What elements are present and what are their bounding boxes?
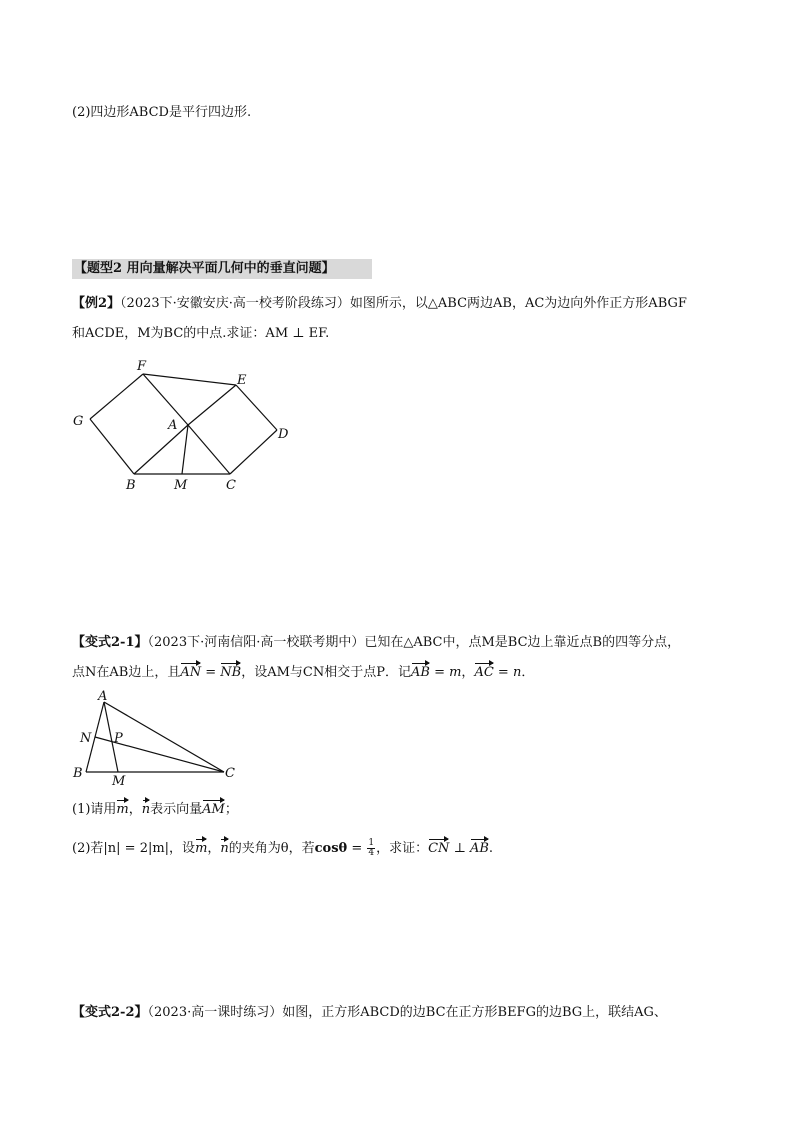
variant21-text2a: 点N在AB边上，且 xyxy=(72,665,181,680)
variant22-source: （2023·高一课时练习） xyxy=(147,1005,283,1020)
variant21-q2 xyxy=(72,839,493,858)
fraction-one-quarter xyxy=(367,839,375,858)
figure-triangle xyxy=(72,690,247,790)
variant21-eq: = xyxy=(201,665,221,680)
fig2-label-p: P xyxy=(114,731,123,746)
example2-label: 【例2】 xyxy=(72,296,121,311)
q1-mid: ， xyxy=(128,802,142,817)
variant21-label: 【变式2-1】 xyxy=(72,635,148,650)
variant21-eq-m: = m xyxy=(429,665,462,680)
figure-squares xyxy=(70,355,300,495)
vec-cn: CN xyxy=(428,841,450,856)
example2-source: （2023下·安徽安庆·高一校考阶段练习） xyxy=(120,296,350,311)
vec-ab: AB xyxy=(410,665,430,680)
q1-post: 表示向量 xyxy=(150,802,203,817)
vec-m2: m xyxy=(195,841,208,856)
fig1-edge-ab xyxy=(134,425,188,474)
fig1-edge-ea xyxy=(188,385,236,425)
fig1-label-b: B xyxy=(126,478,136,493)
fig2-label-b: B xyxy=(73,766,83,781)
fig2-label-c: C xyxy=(225,766,235,781)
fig1-edge-fa xyxy=(143,374,188,425)
q2-cos: cosθ xyxy=(314,841,348,856)
fig1-edge-gb xyxy=(90,419,134,474)
vec-nb: NB xyxy=(220,665,242,680)
q2-tail: ，求证： xyxy=(376,841,429,856)
fig2-label-a: A xyxy=(98,690,108,704)
q1-pre: (1)请用 xyxy=(72,802,117,817)
q2-pre: (2)若|n| = 2|m|，设 xyxy=(72,841,196,856)
vec-n: n xyxy=(141,802,151,817)
frac-den: 4 xyxy=(368,848,375,858)
fig1-label-g: G xyxy=(73,414,84,429)
vec-ac: AC xyxy=(474,665,494,680)
fig1-label-c: C xyxy=(226,478,236,493)
variant21-q1 xyxy=(72,801,238,819)
fig1-label-d: D xyxy=(278,427,289,442)
variant21-text2b: ，设AM与CN相交于点P．记 xyxy=(241,665,411,680)
variant21-end: ． xyxy=(521,665,535,680)
frac-num: 1 xyxy=(368,838,375,848)
fig1-label-e: E xyxy=(237,373,247,388)
fig1-edge-fg xyxy=(90,374,143,419)
fig2-label-n: N xyxy=(80,731,92,746)
q2-mid: ， xyxy=(207,841,221,856)
variant21-line2 xyxy=(72,664,534,682)
section-header: 【题型2 用向量解决平面几何中的垂直问题】 xyxy=(72,259,372,279)
variant21-line1 xyxy=(72,634,680,652)
variant22-line1 xyxy=(72,1004,667,1022)
variant21-source: （2023下·河南信阳·高一校联考期中） xyxy=(147,635,365,650)
fig1-edge-ac xyxy=(188,425,230,474)
fig1-edge-ed xyxy=(236,385,277,430)
variant21-text1: 已知在△ABC中，点M是BC边上靠近点B的四等分点， xyxy=(364,635,681,650)
example2-text1: 如图所示，以△ABC两边AB，AC为边向外作正方形ABGF xyxy=(349,296,687,311)
fig1-label-f: F xyxy=(137,359,147,374)
fig1-label-m: M xyxy=(174,478,188,493)
variant22-text: 如图，正方形ABCD的边BC在正方形BEFG的边BG上，联结AG、 xyxy=(282,1005,667,1020)
q2-eq: = xyxy=(347,841,367,856)
fig2-label-m: M xyxy=(112,774,126,789)
vec-am: AM xyxy=(202,802,225,817)
part2-text: (2)四边形ABCD是平行四边形. xyxy=(72,105,252,120)
vec-m: m xyxy=(116,802,129,817)
variant21-eq-n: = n xyxy=(493,665,522,680)
q2-end: . xyxy=(488,841,494,856)
vec-ab2: AB xyxy=(469,841,489,856)
q2-perp: ⊥ xyxy=(449,841,470,856)
vec-n2: n xyxy=(220,841,229,856)
fig1-label-a: A xyxy=(168,418,178,433)
fig1-edge-am xyxy=(182,425,188,474)
example2-line2: 和ACDE，M为BC的中点.求证：AM ⊥ EF. xyxy=(72,326,330,341)
q1-end: ； xyxy=(224,802,238,817)
vec-an: AN xyxy=(180,665,202,680)
example2-line1 xyxy=(72,295,687,313)
fig1-edge-dc xyxy=(230,430,277,474)
variant22-label: 【变式2-2】 xyxy=(72,1005,148,1020)
q2-post: 的夹角为θ，若 xyxy=(228,841,315,856)
variant21-comma: ， xyxy=(461,665,475,680)
fig1-edge-fe xyxy=(143,374,236,385)
